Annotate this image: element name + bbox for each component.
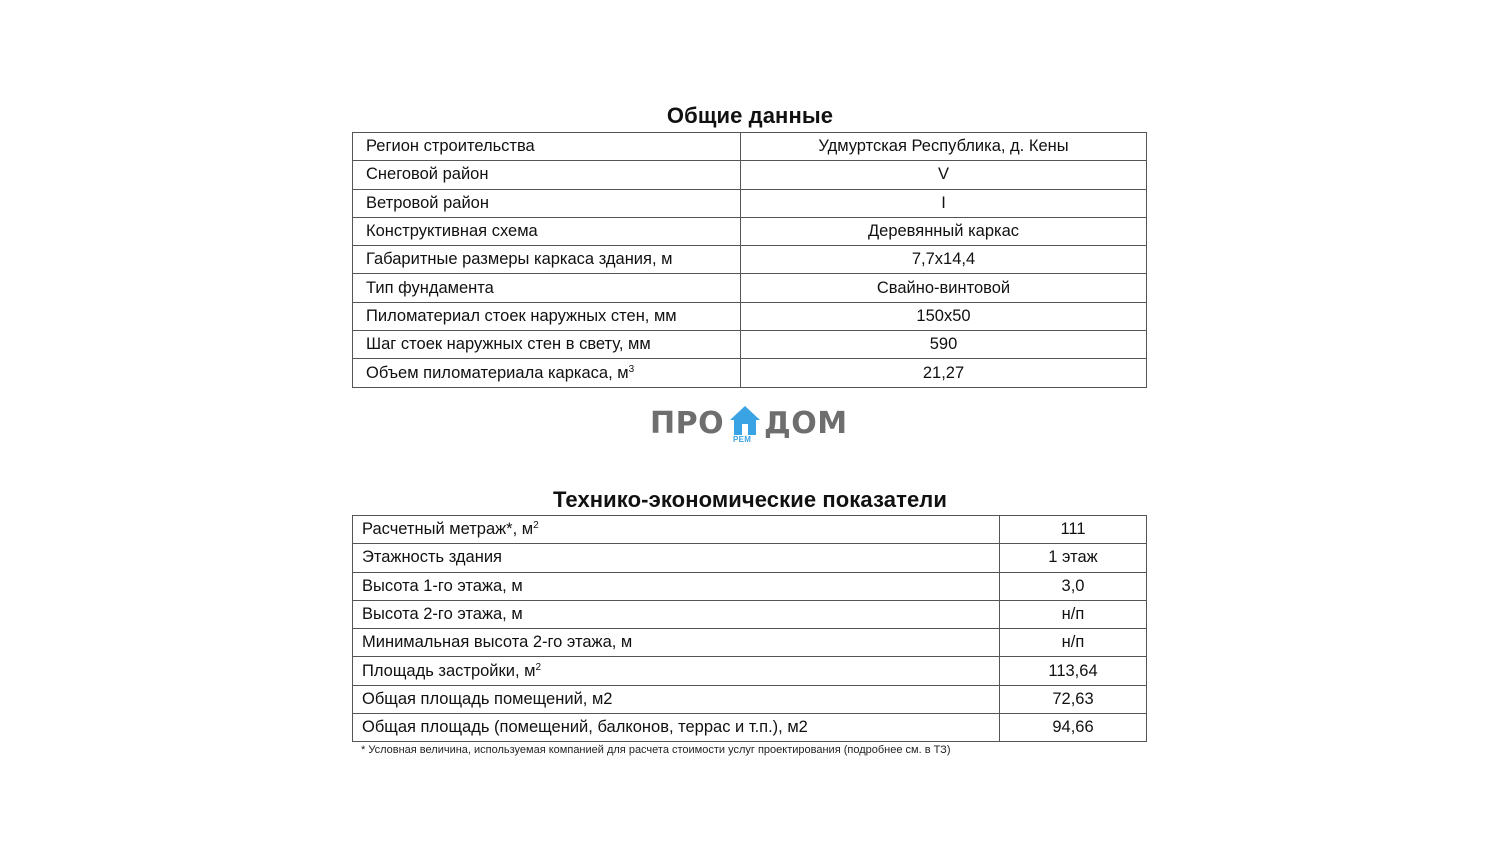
- row-label: Высота 1-го этажа, м: [353, 572, 1000, 600]
- row-label: Минимальная высота 2-го этажа, м: [353, 629, 1000, 657]
- table-row: [353, 133, 1147, 161]
- row-label: Расчетный метраж*, $м^2$: [353, 516, 1000, 544]
- table-row: [353, 302, 1147, 330]
- table-row: [353, 274, 1147, 302]
- row-label: Конструктивная схема: [353, 217, 741, 245]
- table-row: [353, 161, 1147, 189]
- row-label: Ветровой район: [353, 189, 741, 217]
- row-value: 150x50: [741, 302, 1147, 330]
- row-label: Общая площадь (помещений, балконов, террас и т.п.), м2: [353, 714, 1000, 742]
- row-value: Свайно-винтовой: [741, 274, 1147, 302]
- row-value: 111: [1000, 516, 1147, 544]
- table-row: [353, 657, 1147, 685]
- table-row: [353, 544, 1147, 572]
- table-row: [353, 714, 1147, 742]
- table-row: [353, 516, 1147, 544]
- row-label: Шаг стоек наружных стен в свету, мм: [353, 331, 741, 359]
- row-value: Удмуртская Республика, д. Кены: [741, 133, 1147, 161]
- row-value: 94,66: [1000, 714, 1147, 742]
- row-value: V: [741, 161, 1147, 189]
- table-row: [353, 246, 1147, 274]
- row-value: Деревянный каркас: [741, 217, 1147, 245]
- row-value: 3,0: [1000, 572, 1147, 600]
- tep-title: Технико-экономические показатели: [552, 487, 948, 512]
- row-value: 113,64: [1000, 657, 1147, 685]
- unit-superscript: 2: [533, 520, 539, 532]
- row-label: Пиломатериал стоек наружных стен, мм: [353, 302, 741, 330]
- company-logo: [650, 402, 850, 448]
- table-row: [353, 189, 1147, 217]
- row-value: I: [741, 189, 1147, 217]
- general-data-title: Общие данные: [666, 103, 834, 128]
- row-value: н/п: [1000, 600, 1147, 628]
- row-value: 1 этаж: [1000, 544, 1147, 572]
- row-label: Этажность здания: [353, 544, 1000, 572]
- row-value: н/п: [1000, 629, 1147, 657]
- general-data-table: [352, 132, 1147, 388]
- row-label: Площадь застройки, $м^2$: [353, 657, 1000, 685]
- table-row: [353, 217, 1147, 245]
- unit-superscript: 2: [535, 661, 542, 673]
- row-label: Регион строительства: [353, 133, 741, 161]
- tep-table: [352, 515, 1147, 742]
- logo-word-right: ДОМ: [764, 406, 848, 441]
- row-label: Объем пиломатериала каркаса, $м^3$: [353, 359, 741, 387]
- row-label: Общая площадь помещений, м2: [353, 685, 1000, 713]
- logo-word-left: ПРО: [650, 406, 725, 441]
- table-row: [353, 685, 1147, 713]
- table-row: [353, 331, 1147, 359]
- footnote: * Условная величина, используемая компанией для расчета стоимости услуг проектирования (подробнее см. в ТЗ): [361, 744, 951, 756]
- row-value: 21,27: [741, 359, 1147, 387]
- table-row: [353, 600, 1147, 628]
- row-label: Тип фундамента: [353, 274, 741, 302]
- unit-superscript: 3: [628, 363, 635, 375]
- row-label: Высота 2-го этажа, м: [353, 600, 1000, 628]
- row-label: Габаритные размеры каркаса здания, м: [353, 246, 741, 274]
- row-value: 72,63: [1000, 685, 1147, 713]
- table-row: [353, 359, 1147, 387]
- table-row: [353, 629, 1147, 657]
- row-value: 7,7x14,4: [741, 246, 1147, 274]
- table-row: [353, 572, 1147, 600]
- house-icon: [728, 404, 762, 438]
- row-label: Снеговой район: [353, 161, 741, 189]
- logo-subtext: РЕМ: [733, 435, 752, 444]
- row-value: 590: [741, 331, 1147, 359]
